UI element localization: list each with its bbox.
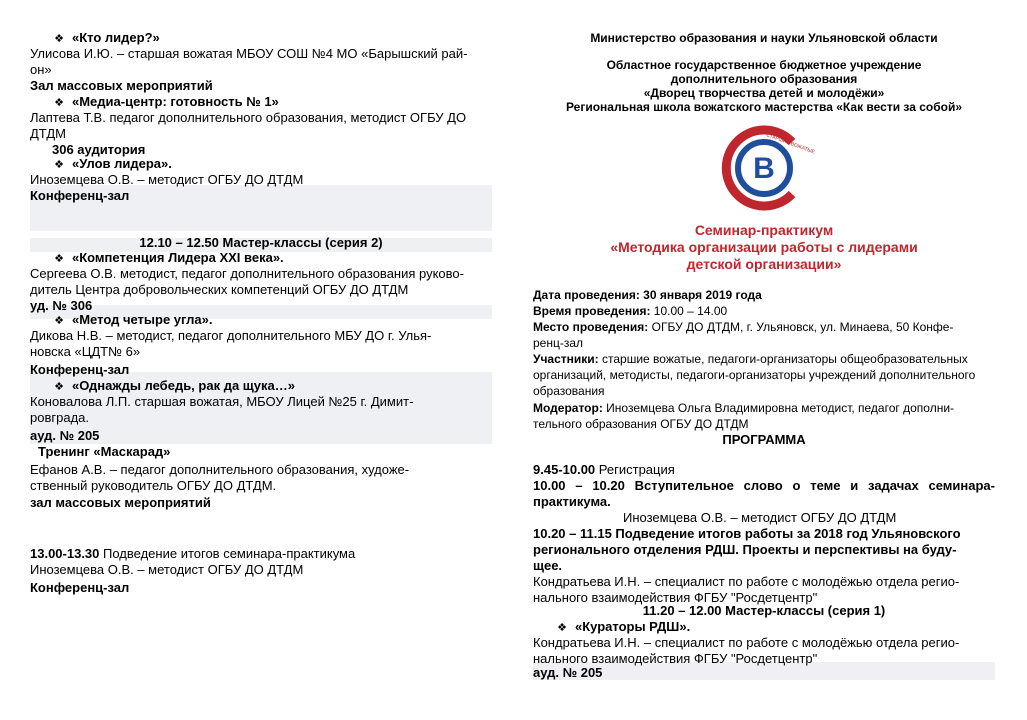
school-name: Региональная школа вожатского мастерства «Как вести за собой» [565, 100, 963, 114]
diamond-bullet-icon: ❖ [54, 315, 64, 327]
program-summary: 10.20 – 11.15 Подведение итогов работы за 2018 год Ульяновского [533, 526, 961, 541]
event-place: Место проведения: ОГБУ ДО ДТДМ, г. Ульяновск, ул. Минаева, 50 Конфе- [533, 320, 954, 334]
program-summary-person: Кондратьева И.Н. – специалист по работе с молодёжью отдела регио- [533, 574, 960, 589]
program-registration: 9.45-10.00 Регистрация [533, 462, 675, 477]
s2-room: 306 аудитория [52, 142, 146, 157]
program-summary-person-cont: нального взаимодействия ФГБУ "Росдетцентр" [533, 590, 818, 605]
event-participants: Участники: старшие вожатые, педагоги-организаторы общеобразовательных [533, 352, 968, 366]
s5-author-cont: новска «ЦДТ№ 6» [30, 344, 141, 359]
session-kto-lider: ❖ «Кто лидер?» [52, 30, 160, 47]
final-session: 13.00-13.30 Подведение итогов семинара-практикума [30, 546, 356, 561]
training-title: Тренинг «Маскарад» [38, 444, 171, 459]
diamond-bullet-icon: ❖ [54, 381, 64, 393]
program-summary-cont: регионального отделения РДШ. Проекты и перспективы на буду- [533, 542, 957, 557]
event-place-cont: ренц-зал [533, 336, 584, 350]
session-kuratory-rdsh: ❖ «Кураторы РДШ». [555, 619, 690, 636]
event-moderator-cont: тельного образования ОГБУ ДО ДТДМ [533, 417, 749, 431]
event-time: Время проведения: 10.00 – 14.00 [533, 304, 728, 318]
diamond-bullet-icon: ❖ [557, 622, 567, 634]
organization-logo [722, 126, 816, 210]
event-participants-cont2: образования [533, 384, 605, 398]
seminar-title-2: детской организации» [686, 256, 842, 272]
final-author: Иноземцева О.В. – методист ОГБУ ДО ДТДМ [30, 562, 304, 577]
s6-author: Коновалова Л.П. старшая вожатая, МБОУ Лицей №25 г. Димит- [30, 394, 414, 409]
s4-author: Сергеева О.В. методист, педагог дополнительного образования руково- [30, 266, 464, 281]
institution-line-2: дополнительного образования [670, 72, 858, 86]
training-author-cont: ственный руководитель ОГБУ ДО ДТДМ. [30, 478, 277, 493]
s2-author: Лаптева Т.В. педагог дополнительного образования, методист ОГБУ ДО [30, 110, 467, 125]
kuratory-person-cont: нального взаимодействия ФГБУ "Росдетцентр" [533, 651, 818, 666]
diamond-bullet-icon: ❖ [54, 33, 64, 45]
seminar-title-1: «Методика организации работы с лидерами [610, 239, 918, 255]
session-metod-ugla: ❖ «Метод четыре угла». [52, 312, 212, 329]
series-2-heading: 12.10 – 12.50 Мастер-классы (серия 2) [139, 235, 383, 250]
s1-author-cont: он» [30, 62, 52, 77]
institution-line-1: Областное государственное бюджетное учреждение [606, 58, 922, 72]
s5-room: Конференц-зал [30, 362, 130, 377]
training-author: Ефанов А.В. – педагог дополнительного образования, художе- [30, 462, 410, 477]
program-heading: ПРОГРАММА [722, 432, 806, 447]
series-1-heading: 11.20 – 12.00 Мастер-классы (серия 1) [642, 603, 886, 618]
session-kompetenciya: ❖ «Компетенция Лидера XXI века». [52, 250, 284, 267]
diamond-bullet-icon: ❖ [54, 97, 64, 109]
kuratory-person: Кондратьева И.Н. – специалист по работе с молодёжью отдела регио- [533, 635, 960, 650]
session-media-center: ❖ «Медиа-центр: готовность № 1» [52, 94, 279, 111]
s2-author-cont: ДТДМ [30, 126, 66, 141]
s4-author-cont: дитель Центра добровольческих компетенций ОГБУ ДО ДТДМ [30, 282, 409, 297]
event-date: Дата проведения: 30 января 2019 года [533, 288, 762, 302]
diamond-bullet-icon: ❖ [54, 253, 64, 265]
s1-room: Зал массовых мероприятий [30, 78, 213, 93]
institution-line-3: «Дворец творчества детей и молодёжи» [643, 86, 885, 100]
logo-letter: В [753, 152, 775, 185]
seminar-type: Семинар-практикум [694, 222, 834, 238]
s6-author-cont: ровграда. [30, 410, 89, 425]
diamond-bullet-icon: ❖ [54, 159, 64, 171]
event-moderator: Модератор: Иноземцева Ольга Владимировна методист, педагог дополни- [533, 401, 955, 415]
event-participants-cont: организаций, методисты, педагоги-организаторы учреждений дополнительного [533, 368, 976, 382]
program-opening-person: Иноземцева О.В. – методист ОГБУ ДО ДТДМ [623, 510, 897, 525]
s3-author: Иноземцева О.В. – методист ОГБУ ДО ДТДМ [30, 172, 304, 187]
ministry-heading: Министерство образования и науки Ульяновской области [590, 31, 938, 45]
kuratory-room: ауд. № 205 [533, 665, 603, 680]
program-summary-cont2: щее. [533, 558, 563, 573]
s6-room: ауд. № 205 [30, 428, 100, 443]
program-opening: 10.00 – 10.20 Вступительное слово о теме и задачах семинара- [533, 478, 995, 493]
session-lebed: ❖ «Однажды лебедь, рак да щука…» [52, 378, 295, 395]
session-ulov-lidera: ❖ «Улов лидера». [52, 156, 172, 173]
logo-arc-text: СТАРШИЕ ВОЖАТЫЕ [765, 132, 816, 156]
training-room: зал массовых мероприятий [30, 495, 211, 510]
s3-room: Конференц-зал [30, 188, 130, 203]
program-opening-cont: практикума. [533, 494, 611, 509]
s1-author: Улисова И.Ю. – старшая вожатая МБОУ СОШ №4 МО «Барышский рай- [30, 46, 468, 61]
final-room: Конференц-зал [30, 580, 130, 595]
s4-room: уд. № 306 [30, 298, 93, 313]
s5-author: Дикова Н.В. – методист, педагог дополнительного МБУ ДО г. Улья- [30, 328, 432, 343]
